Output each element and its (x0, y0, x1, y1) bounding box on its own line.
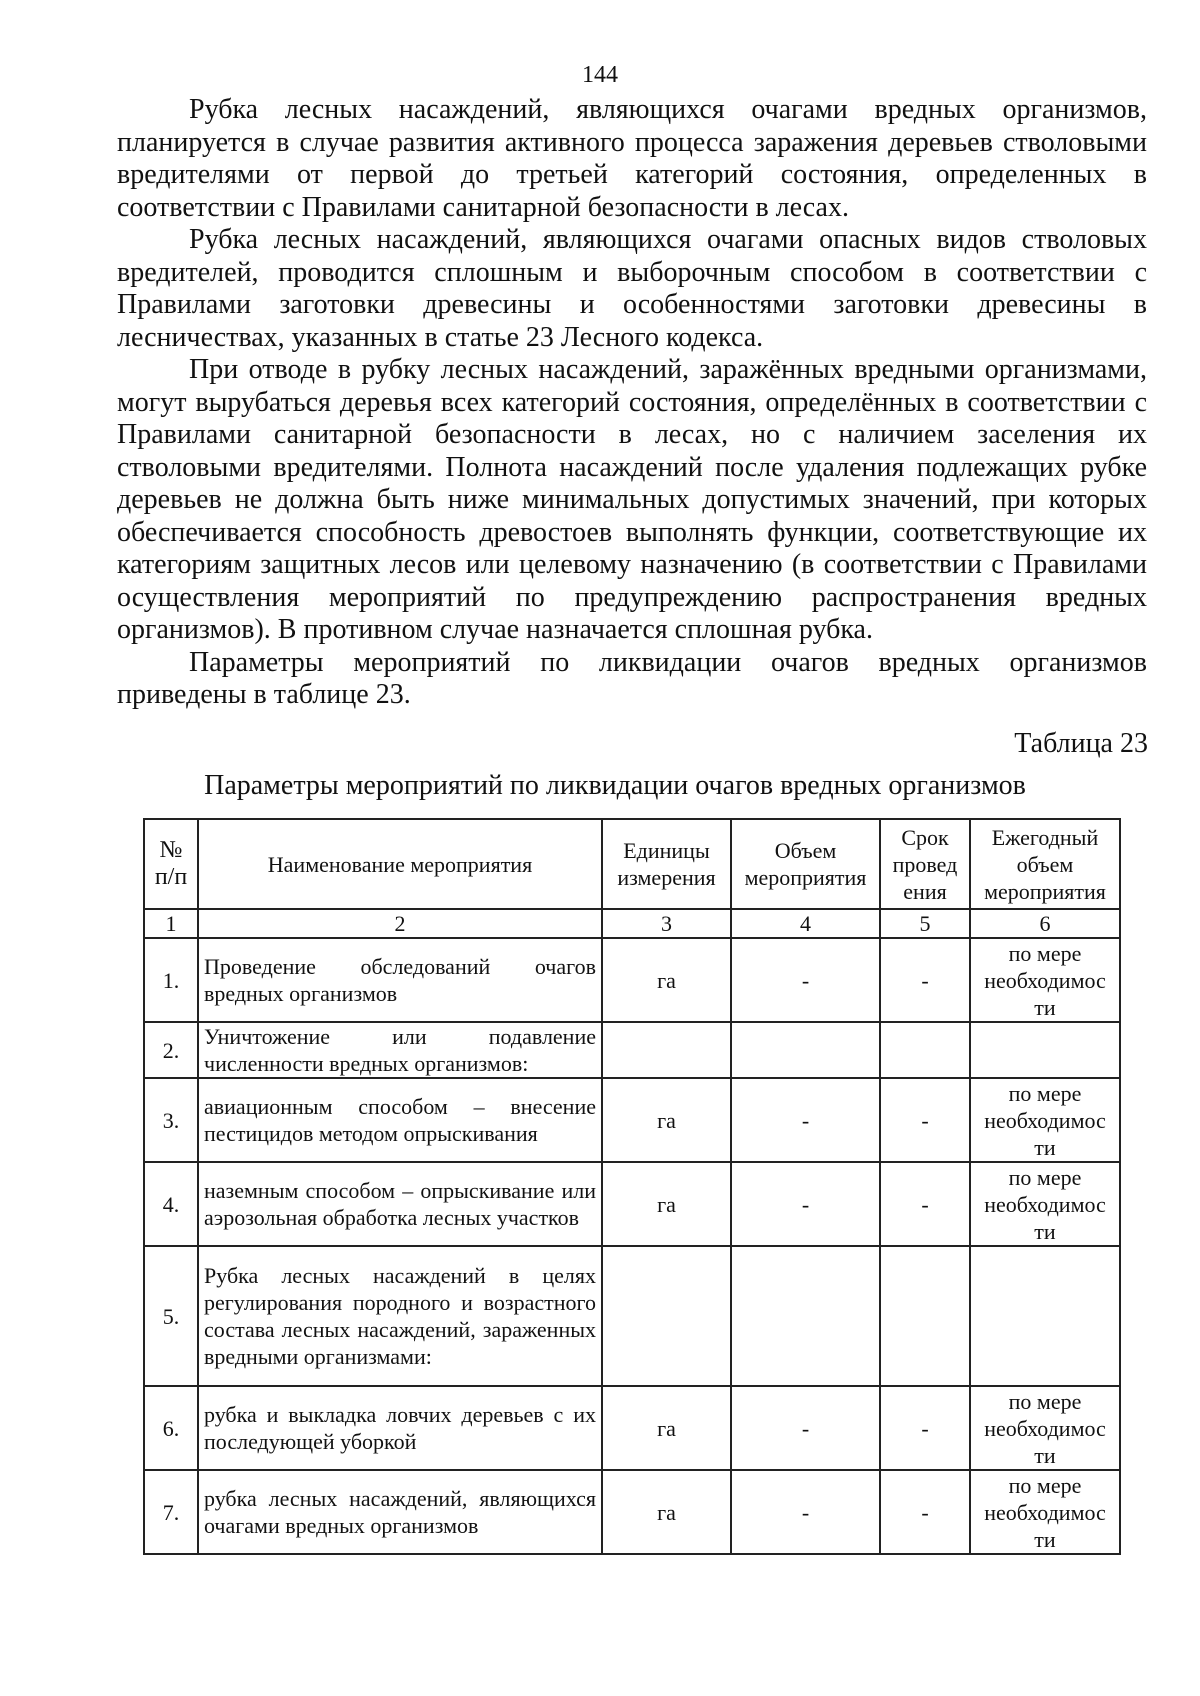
header-volume: Объем мероприятия (731, 819, 880, 909)
table-label: Таблица 23 (1014, 728, 1148, 759)
row-volume: - (731, 1470, 880, 1554)
row-unit: га (602, 1386, 731, 1470)
index-cell: 2 (198, 909, 602, 938)
measures-table (143, 818, 1121, 1555)
row-name: Проведение обследований очагов вредных организмов (198, 938, 602, 1022)
row-volume (731, 1022, 880, 1078)
header-name: Наименование мероприятия (198, 819, 602, 909)
body-text (117, 94, 1147, 712)
paragraph: При отводе в рубку лесных насаждений, заражённых вредными организмами, могут вырубаться деревья всех категорий состояния, определённых в соответствии с Правилами санитарной безопасности в лесах, но с наличием заселения их стволовыми вредителями. Полнота насаждений после удаления подлежащих рубке деревьев не должна быть ниже минимальных допустимых значений, при которых обеспечивается способность древостоев выполнять функции, соответствующие их категориям защитных лесов или целевому назначению (в соответствии с Правилами осуществления мероприятий по предупреждению распространения вредных организмов). В противном случае назначается сплошная рубка. (117, 354, 1147, 645)
header-annual: Ежегодный объем мероприятия (970, 819, 1120, 909)
row-unit: га (602, 1470, 731, 1554)
table-title: Параметры мероприятий по ликвидации очагов вредных организмов (204, 770, 1026, 801)
row-num: 7. (144, 1470, 198, 1554)
row-term: - (880, 1078, 970, 1162)
row-name: рубка и выкладка ловчих деревьев с их последующей уборкой (198, 1386, 602, 1470)
row-name: Уничтожение или подавление численности вредных организмов: (198, 1022, 602, 1078)
row-unit: га (602, 1162, 731, 1246)
row-unit: га (602, 938, 731, 1022)
paragraph: Параметры мероприятий по ликвидации очагов вредных организмов приведены в таблице 23. (117, 646, 1147, 710)
row-num: 6. (144, 1386, 198, 1470)
row-annual: по мере необходимос ти (970, 1386, 1120, 1470)
row-annual (970, 1246, 1120, 1386)
header-num: № п/п (144, 819, 198, 909)
row-term: - (880, 1386, 970, 1470)
table-row (144, 938, 1120, 1022)
row-term: - (880, 1162, 970, 1246)
row-num: 1. (144, 938, 198, 1022)
row-num: 4. (144, 1162, 198, 1246)
row-name: рубка лесных насаждений, являющихся очагами вредных организмов (198, 1470, 602, 1554)
table-header-row (144, 819, 1120, 909)
row-name: авиационным способом – внесение пестицидов методом опрыскивания (198, 1078, 602, 1162)
row-volume: - (731, 1162, 880, 1246)
row-num: 2. (144, 1022, 198, 1078)
index-cell: 4 (731, 909, 880, 938)
paragraph: Рубка лесных насаждений, являющихся очагами опасных видов стволовых вредителей, проводится сплошным и выборочным способом в соответствии с Правилами заготовки древесины и особенностями заготовки древесины в лесничествах, указанных в статье 23 Лесного кодекса. (117, 224, 1147, 353)
row-annual: по мере необходимос ти (970, 938, 1120, 1022)
row-unit (602, 1246, 731, 1386)
row-name: Рубка лесных насаждений в целях регулирования породного и возрастного состава лесных насаждений, зараженных вредными организмами: (198, 1246, 602, 1386)
row-annual: по мере необходимос ти (970, 1078, 1120, 1162)
row-unit: га (602, 1078, 731, 1162)
paragraph: Рубка лесных насаждений, являющихся очагами вредных организмов, планируется в случае развития активного процесса заражения деревьев стволовыми вредителями от первой до третьей категорий состояния, определенных в соответствии с Правилами санитарной безопасности в лесах. (117, 94, 1147, 223)
header-term: Срок провед ения (880, 819, 970, 909)
table-row (144, 1078, 1120, 1162)
table-row (144, 1162, 1120, 1246)
table-row (144, 1246, 1120, 1386)
row-name: наземным способом – опрыскивание или аэрозольная обработка лесных участков (198, 1162, 602, 1246)
index-cell: 3 (602, 909, 731, 938)
row-volume (731, 1246, 880, 1386)
row-num: 5. (144, 1246, 198, 1386)
row-annual (970, 1022, 1120, 1078)
table-row (144, 1386, 1120, 1470)
header-unit: Единицы измерения (602, 819, 731, 909)
table-row (144, 1470, 1120, 1554)
row-num: 3. (144, 1078, 198, 1162)
index-cell: 6 (970, 909, 1120, 938)
row-volume: - (731, 1078, 880, 1162)
row-volume: - (731, 938, 880, 1022)
row-annual: по мере необходимос ти (970, 1162, 1120, 1246)
row-unit (602, 1022, 731, 1078)
page-number: 144 (582, 62, 618, 88)
row-volume: - (731, 1386, 880, 1470)
index-cell: 1 (144, 909, 198, 938)
row-annual: по мере необходимос ти (970, 1470, 1120, 1554)
table-index-row (144, 909, 1120, 938)
row-term (880, 1022, 970, 1078)
row-term: - (880, 938, 970, 1022)
row-term: - (880, 1470, 970, 1554)
table-row (144, 1022, 1120, 1078)
index-cell: 5 (880, 909, 970, 938)
row-term (880, 1246, 970, 1386)
